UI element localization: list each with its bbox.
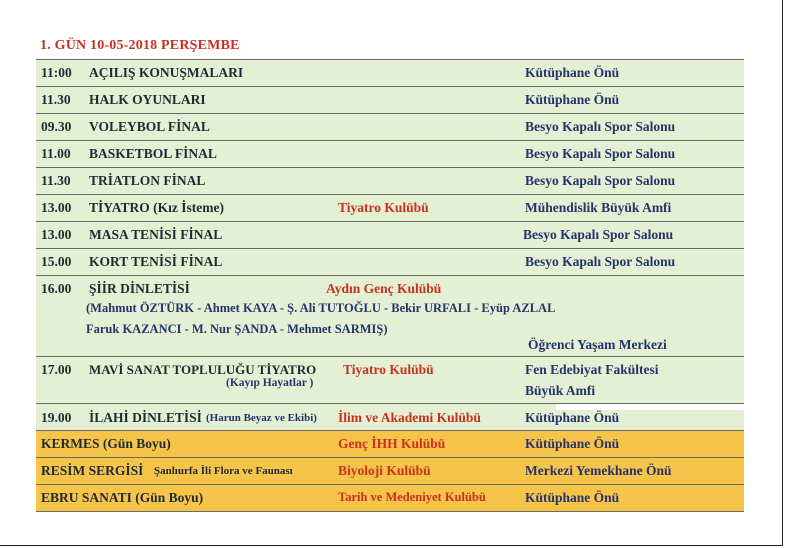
table-row <box>36 168 744 195</box>
time-cell: 11.00 <box>41 146 71 161</box>
event-subtitle: (Kayıp Hayatlar ) <box>226 377 314 389</box>
event-cell: İLAHİ DİNLETİSİ <box>89 410 202 425</box>
event-cell: MAVİ SANAT TOPLULUĞU TİYATRO <box>89 362 317 377</box>
location-cell-line-1: Fen Edebiyat Fakültesi <box>525 362 659 377</box>
page-title: 1. GÜN 10-05-2018 PERŞEMBE <box>40 38 240 53</box>
table-row <box>36 114 744 141</box>
location-cell: Besyo Kapalı Spor Salonu <box>525 119 676 134</box>
table-row-mavi <box>36 357 744 404</box>
event-cell: VOLEYBOL FİNAL <box>89 119 210 134</box>
event-cell: ŞİİR DİNLETİSİ <box>89 281 190 296</box>
time-cell: 17.00 <box>41 362 72 377</box>
table-row-allday <box>36 458 744 485</box>
event-cell: TRİATLON FİNAL <box>89 173 206 188</box>
time-cell: 13.00 <box>41 200 72 215</box>
time-cell: 15.00 <box>41 254 72 269</box>
poets-line-1: (Mahmut ÖZTÜRK - Ahmet KAYA - Ş. Ali TUTOĞLU - Bekir URFALI - Eyüp AZLAL <box>86 301 556 315</box>
time-cell: 16.00 <box>41 281 72 296</box>
table-row-siir <box>36 276 744 357</box>
location-cell: Mühendislik Büyük Amfi <box>525 200 672 215</box>
location-cell: Kütüphane Önü <box>525 65 620 80</box>
club-cell: Genç İHH Kulübü <box>338 436 446 451</box>
table-row-allday <box>36 431 744 458</box>
table-row <box>36 87 744 114</box>
time-cell: 11.30 <box>41 173 71 188</box>
event-cell: EBRU SANATI (Gün Boyu) <box>41 490 204 505</box>
location-cell: Besyo Kapalı Spor Salonu <box>525 254 676 269</box>
location-cell: Kütüphane Önü <box>525 490 620 505</box>
club-cell: Tiyatro Kulübü <box>338 200 429 215</box>
event-cell: TİYATRO (Kız İsteme) <box>89 200 224 215</box>
location-cell: Öğrenci Yaşam Merkezi <box>528 337 667 352</box>
event-note: Şanlıurfa İli Flora ve Faunası <box>154 465 293 477</box>
time-cell: 19.00 <box>41 410 72 425</box>
table-row <box>36 141 744 168</box>
time-cell: 11.30 <box>41 92 71 107</box>
table-row <box>36 60 744 87</box>
event-cell: MASA TENİSİ FİNAL <box>89 227 223 242</box>
table-row <box>36 222 744 249</box>
location-cell: Besyo Kapalı Spor Salonu <box>525 146 676 161</box>
club-cell: Aydın Genç Kulübü <box>326 281 442 296</box>
location-cell: Kütüphane Önü <box>525 436 620 451</box>
time-cell: 13.00 <box>41 227 72 242</box>
event-cell: KORT TENİSİ FİNAL <box>89 254 223 269</box>
club-cell: Biyoloji Kulübü <box>338 463 431 478</box>
location-cell: Besyo Kapalı Spor Salonu <box>523 227 674 242</box>
location-cell: Kütüphane Önü <box>525 92 620 107</box>
time-cell: 11:00 <box>41 65 72 80</box>
poets-line-2: Faruk KAZANCI - M. Nur ŞANDA - Mehmet SARMIŞ) <box>86 322 388 336</box>
location-cell-line-2: Büyük Amfi <box>525 383 596 398</box>
table-row <box>36 249 744 276</box>
club-cell: Tiyatro Kulübü <box>343 362 434 377</box>
event-note: (Harun Beyaz ve Ekibi) <box>206 412 317 424</box>
table-row-ilahi <box>36 404 744 431</box>
club-cell: Tarih ve Medeniyet Kulübü <box>338 490 486 504</box>
table-row-allday <box>36 485 744 512</box>
event-cell: KERMES (Gün Boyu) <box>41 436 171 451</box>
location-cell: Merkezi Yemekhane Önü <box>525 463 672 478</box>
event-cell: AÇILIŞ KONUŞMALARI <box>89 65 244 80</box>
club-cell: İlim ve Akademi Kulübü <box>338 410 481 425</box>
location-cell: Besyo Kapalı Spor Salonu <box>525 173 676 188</box>
event-cell: HALK OYUNLARI <box>89 92 206 107</box>
table-row <box>36 195 744 222</box>
time-cell: 09.30 <box>41 119 72 134</box>
location-cell: Kütüphane Önü <box>525 410 620 425</box>
event-cell: RESİM SERGİSİ <box>41 463 144 478</box>
event-cell: BASKETBOL FİNAL <box>89 146 217 161</box>
